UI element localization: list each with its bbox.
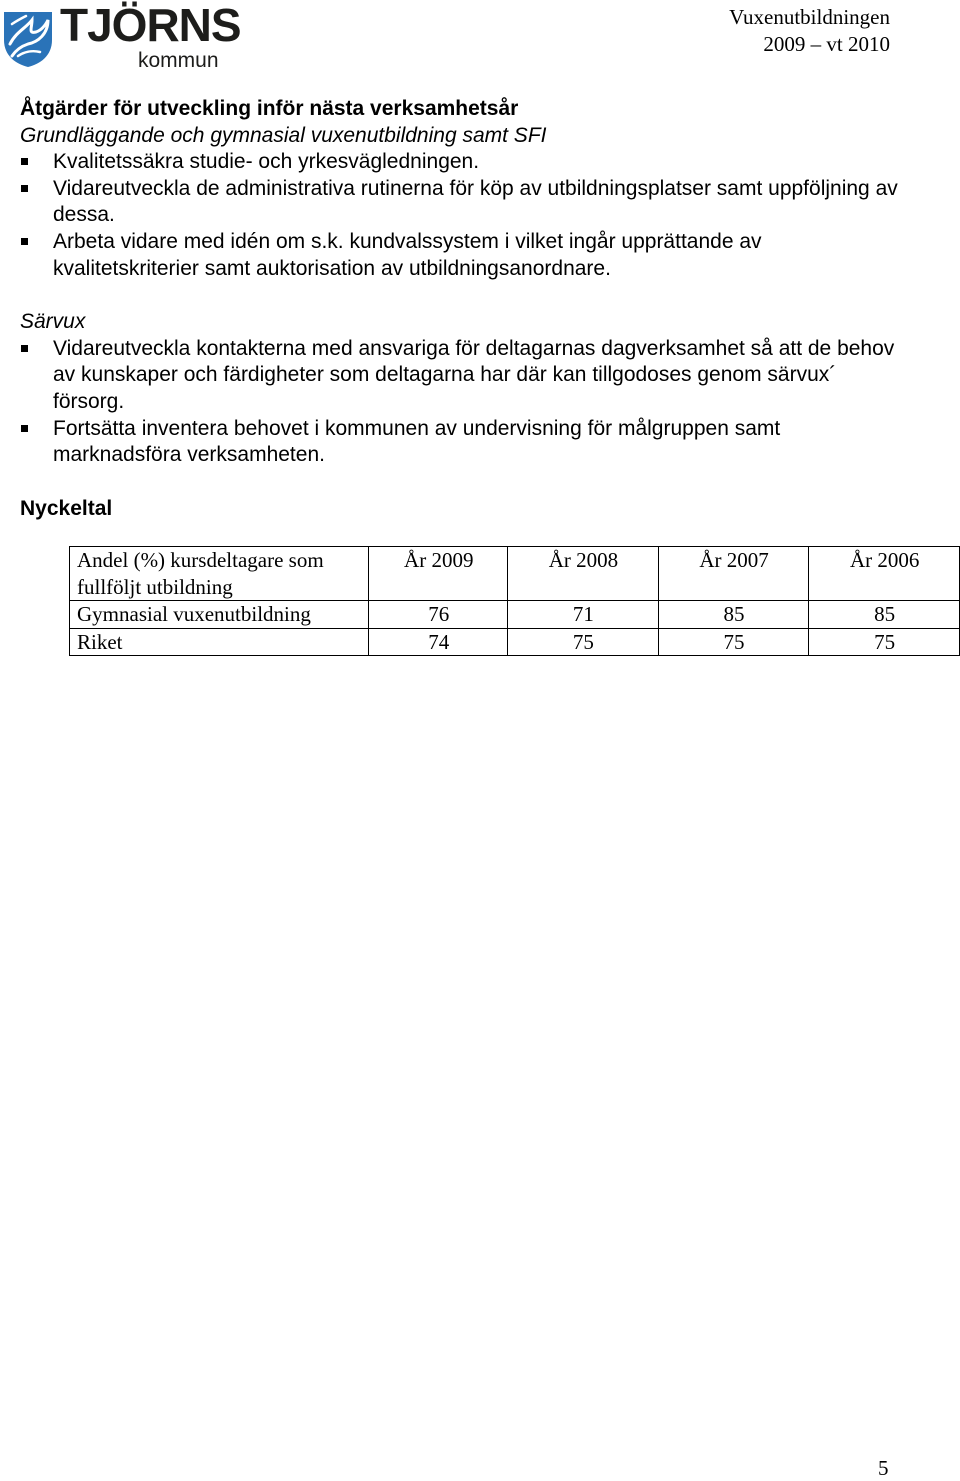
logo-name: TJÖRNS: [60, 0, 241, 51]
table-header-year: År 2008: [508, 547, 659, 601]
header-line-1: Vuxenutbildningen: [729, 5, 890, 29]
subheading-sarvux: Särvux: [20, 310, 86, 334]
document-body: [20, 96, 900, 522]
bullet-square-icon: [21, 345, 28, 352]
list-item: Arbeta vidare med idén om s.k. kundvalssystem i vilket ingår upprättande av kvalitetskriterier samt auktorisation av utbildningsanordnare.: [20, 229, 900, 282]
list-item: Vidareutveckla kontakterna med ansvariga för deltagarnas dagverksamhet så att de behov av kunskaper och färdigheter som deltagarna har där kan tillgodoses genom särvux´ försorg.: [20, 336, 900, 416]
table-cell: 75: [809, 628, 960, 656]
table-header-year: År 2009: [369, 547, 508, 601]
logo-sub: kommun: [138, 49, 219, 72]
spacer: [20, 469, 900, 496]
list-item: Fortsätta inventera behovet i kommunen av undervisning för målgruppen samt marknadsföra verksamheten.: [20, 416, 900, 469]
table-cell: 76: [369, 601, 508, 629]
bullet-square-icon: [21, 425, 28, 432]
table-header-year: År 2006: [809, 547, 960, 601]
page-number: 5: [878, 1456, 889, 1480]
list-item: Kvalitetssäkra studie- och yrkesvägledningen.: [20, 149, 900, 176]
table-row-label: Riket: [70, 628, 369, 656]
bullet-list-2: [20, 336, 900, 469]
key-figures-table-wrapper: [69, 546, 960, 656]
table-cell: 85: [809, 601, 960, 629]
table-cell: 75: [658, 628, 809, 656]
document-header: [729, 4, 890, 58]
bullet-square-icon: [21, 158, 28, 165]
table-row: [70, 601, 960, 629]
subheading-basic-upper-secondary: Grundläggande och gymnasial vuxenutbildning samt SFI: [20, 123, 547, 147]
table-cell: 85: [658, 601, 809, 629]
section-heading-measures: Åtgärder för utveckling inför nästa verksamhetsår: [20, 97, 519, 120]
spacer: [20, 282, 900, 309]
logo: [2, 0, 241, 72]
key-figures-table: [69, 546, 960, 656]
section-heading-key-figures: Nyckeltal: [20, 496, 113, 520]
table-cell: 74: [369, 628, 508, 656]
bullet-list-1: [20, 149, 900, 282]
bullet-square-icon: [21, 185, 28, 192]
bullet-square-icon: [21, 238, 28, 245]
table-cell: 75: [508, 628, 659, 656]
table-cell: 71: [508, 601, 659, 629]
table-header-year: År 2007: [658, 547, 809, 601]
list-item: Vidareutveckla de administrativa rutinerna för köp av utbildningsplatser samt uppföljning av dessa.: [20, 176, 900, 229]
table-header-label: Andel (%) kursdeltagare som fullföljt utbildning: [70, 547, 369, 601]
table-header-row: [70, 547, 960, 601]
table-row-label: Gymnasial vuxenutbildning: [70, 601, 369, 629]
coat-of-arms-icon: [2, 10, 54, 68]
table-row: [70, 628, 960, 656]
header-line-2: 2009 – vt 2010: [763, 32, 890, 56]
